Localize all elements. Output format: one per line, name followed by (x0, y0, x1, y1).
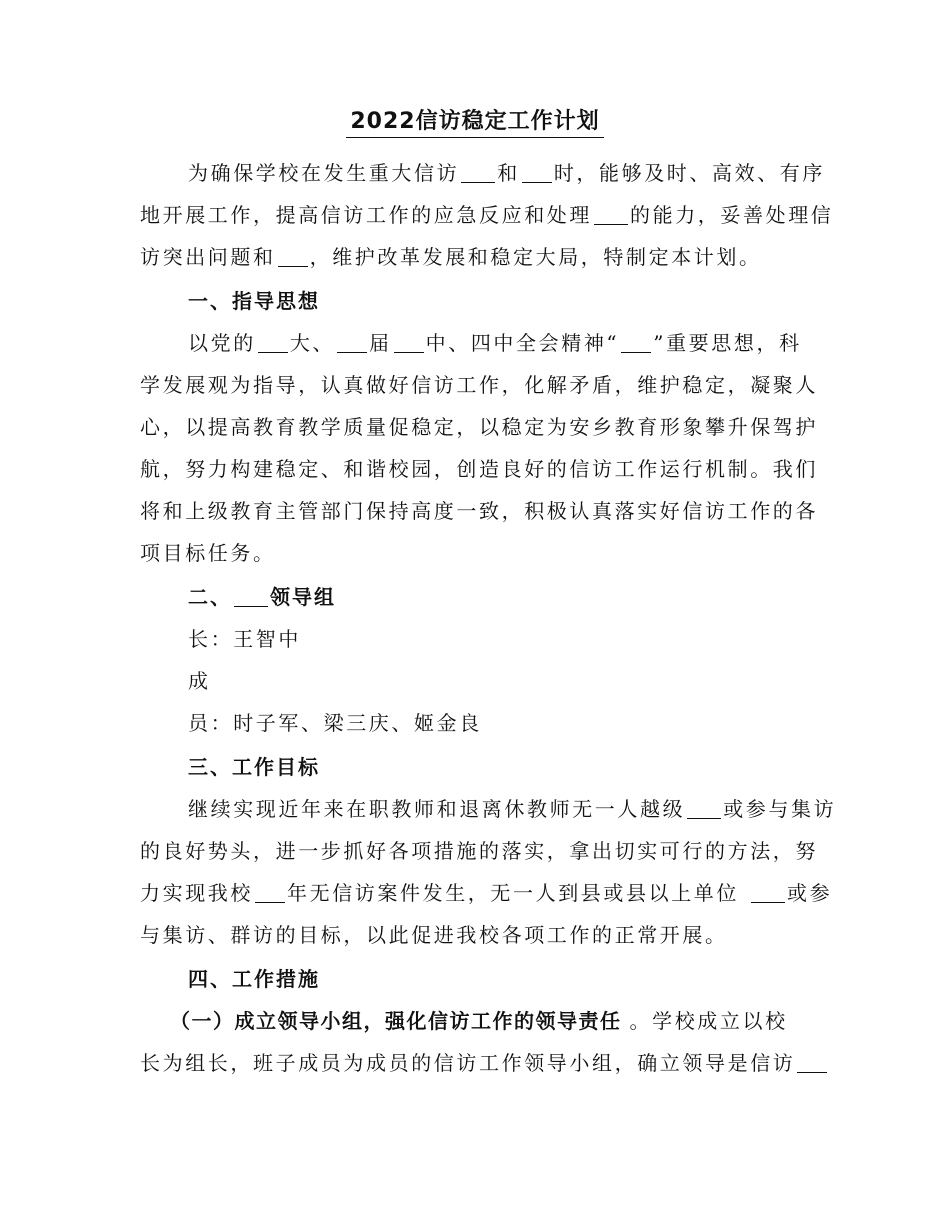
text-span: 时，能够及时、高效、有序 (553, 161, 826, 185)
text-span: 为确保学校在发生重大信访 (188, 161, 460, 185)
member-line-a: 成 (188, 669, 211, 693)
s1-line-5: 将和上级教育主管部门保持高度一致，积极认真落实好信访工作的各 (140, 499, 818, 523)
text-span: 二、 (188, 585, 232, 609)
blank-line (255, 882, 285, 903)
text-span: 年无信访案件发生，无一人到县或县以上单位 (287, 881, 739, 905)
text-span: 和 (497, 161, 520, 185)
blank-line (394, 332, 424, 353)
text-span: 领导组 (270, 585, 336, 609)
text-span: 届 (369, 331, 392, 355)
blank-line (687, 798, 721, 819)
text-span: 或参 (787, 881, 833, 905)
s3-line-3 (140, 878, 832, 908)
s4-line-1 (170, 1006, 788, 1036)
member-line-b: 员：时子军、梁三庆、姬金良 (188, 711, 482, 735)
text-span: 。学校成立以校 (629, 1009, 788, 1033)
s3-line-1 (188, 794, 836, 824)
text-span: 继续实现近年来在职教师和退离休教师无一人越级 (188, 797, 686, 821)
text-span: 地开展工作，提高信访工作的应急反应和处理 (140, 203, 592, 227)
text-span: ，维护改革发展和稳定大局，特制定本计划。 (309, 245, 762, 269)
blank-line (594, 204, 628, 225)
section-heading-3: 三、工作目标 (188, 755, 320, 779)
s4-line-2 (140, 1048, 829, 1078)
text-span: 访突出问题和 (140, 245, 276, 269)
text-span: 的能力，妥善处理信 (630, 203, 834, 227)
s1-line-2: 学发展观为指导，认真做好信访工作，化解矛盾，维护稳定，凝聚人 (140, 373, 818, 397)
blank-line (337, 332, 367, 353)
s1-line-1 (188, 328, 802, 358)
s1-line-3: 心，以提高教育教学质量促稳定，以稳定为安乡教育形象攀升保驾护 (140, 415, 818, 439)
bold-text: （一）成立领导小组，强化信访工作的领导责任 (170, 1009, 622, 1033)
s1-line-4: 航，努力构建稳定、和谐校园，创造良好的信访工作运行机制。我们 (140, 457, 818, 481)
intro-line-1 (188, 158, 825, 188)
leader-line: 长：王智中 (188, 627, 301, 651)
s3-line-2: 的良好势头，进一步抓好各项措施的落实，拿出切实可行的方法，努 (140, 839, 818, 863)
section-heading-2 (188, 582, 336, 612)
blank-line (234, 586, 268, 607)
intro-line-2 (140, 200, 833, 230)
s1-line-6: 项目标任务。 (140, 541, 276, 565)
section-heading-1: 一、指导思想 (188, 289, 320, 313)
text-span: 中、四中全会精神“ (425, 331, 620, 355)
blank-line (258, 332, 288, 353)
text-span: 或参与集访 (723, 797, 837, 821)
text-span: 大、 (289, 331, 336, 355)
document-title (0, 104, 950, 138)
blank-line (522, 162, 552, 183)
blank-line (621, 332, 651, 353)
section-heading-4: 四、工作措施 (188, 967, 320, 991)
text-span: 力实现我校 (140, 881, 253, 905)
text-span: 以党的 (188, 331, 256, 355)
text-span: ”重要思想，科 (653, 331, 802, 355)
blank-line (797, 1052, 827, 1073)
blank-line (751, 882, 785, 903)
s3-line-4: 与集访、群访的目标，以此促进我校各项工作的正常开展。 (140, 923, 728, 947)
blank-line (461, 162, 495, 183)
title-text: 2022信访稳定工作计划 (346, 104, 603, 138)
intro-line-3 (140, 242, 762, 272)
blank-line (278, 246, 308, 267)
text-span: 长为组长，班子成员为成员的信访工作领导小组，确立领导是信访 (140, 1051, 796, 1075)
